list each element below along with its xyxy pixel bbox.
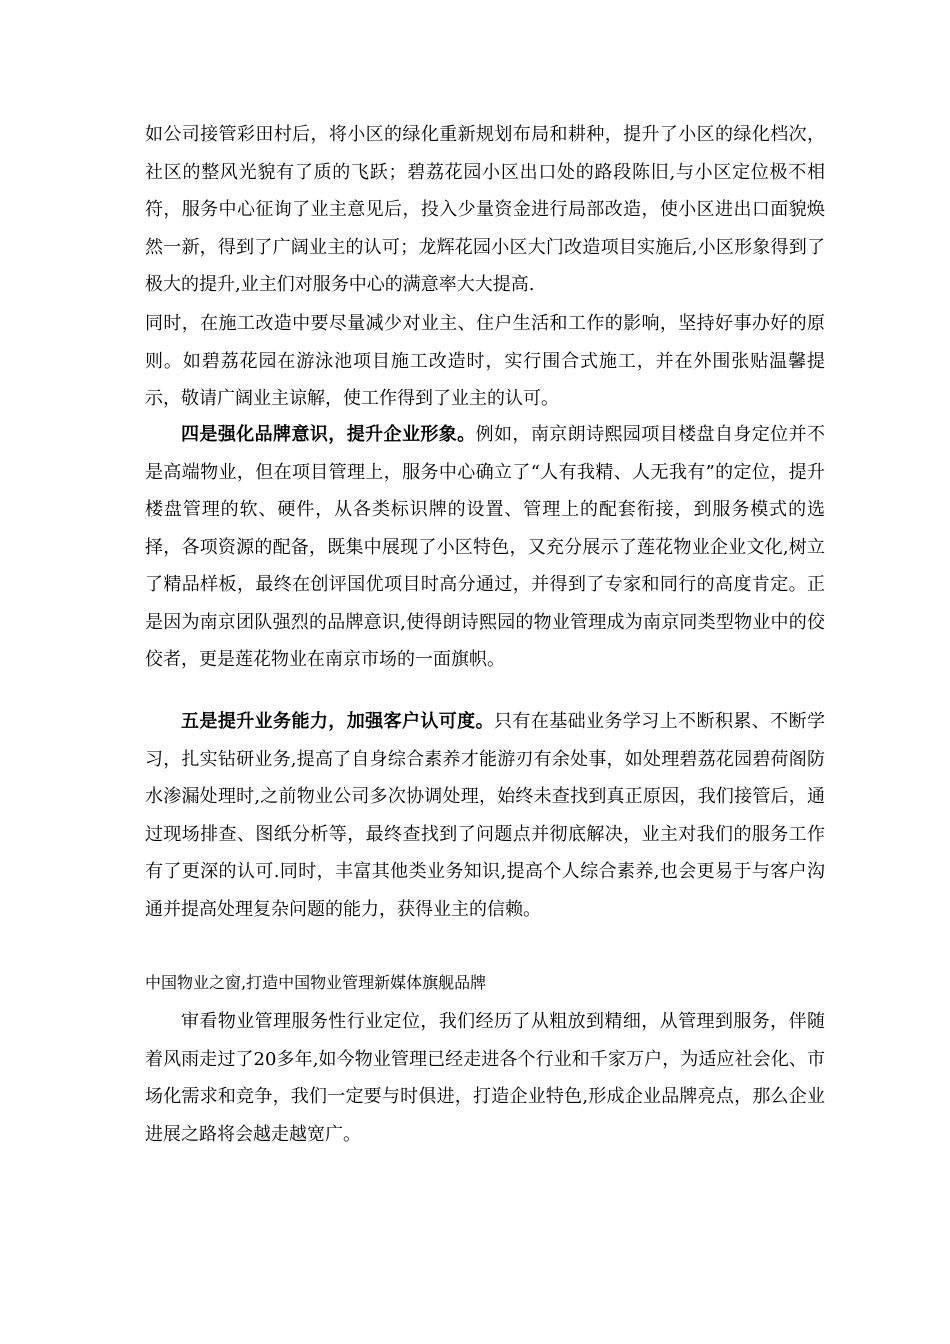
paragraph-brand [145, 416, 825, 679]
paragraph-text: 中国物业之窗,打造中国物业管理新媒体旗舰品牌 [145, 973, 487, 992]
paragraph-heading: 四是强化品牌意识，提升企业形象。 [181, 424, 476, 445]
paragraph-text: 同时，在施工改造中要尽量减少对业主、住户生活和工作的影响，坚持好事办好的原则。如碧荔花园在游泳池项目施工改造时，实行围合式施工，并在外围张贴温馨提示，敬请广阔业主谅解，使工作得到了业主的认可。 [145, 313, 825, 409]
paragraph-text: 如公司接管彩田村后，将小区的绿化重新规划布局和耕种，提升了小区的绿化档次，社区的整风光貌有了质的飞跃；碧荔花园小区出口处的路段陈旧,与小区定位极不相符，服务中心征询了业主意见后，投入少量资金进行局部改造，使小区进出口面貌焕然一新，得到了广阔业主的认可；龙辉花园小区大门改造项目实施后,小区形象得到了极大的提升,业主们对服务中心的满意率大大提高. [145, 124, 825, 295]
paragraph-heading: 五是提升业务能力，加强客户认可度。 [181, 711, 494, 732]
paragraph-conclusion [145, 1003, 825, 1153]
paragraph-text: 例如，南京朗诗熙园项目楼盘自身定位并不是高端物业，但在项目管理上，服务中心确立了“人有我精、人无我有”的定位，提升楼盘管理的软、硬件，从各类标识牌的设置、管理上的配套衔接，到服务模式的选择，各项资源的配备，既集中展现了小区特色，又充分展示了莲花物业企业文化,树立了精品样板，最终在创评国优项目时高分通过，并得到了专家和同行的高度肯定。正是因为南京团队强烈的品牌意识,使得朗诗熙园的物业管理成为南京同类型物业中的佼佼者，更是莲花物业在南京市场的一面旗帜。 [145, 424, 826, 670]
paragraph-construction [145, 305, 825, 418]
paragraph-greening [145, 116, 825, 304]
paragraph-slogan [145, 964, 825, 1002]
paragraph-text: 审看物业管理服务性行业定位，我们经历了从粗放到精细，从管理到服务，伴随着风雨走过了20多年,如今物业管理已经走进各个行业和千家万户，为适应社会化、市场化需求和竞争，我们一定要与时俱进，打造企业特色,形成企业品牌亮点，那么企业进展之路将会越走越宽广。 [145, 1011, 825, 1145]
paragraph-business [145, 703, 825, 928]
paragraph-text: 只有在基础业务学习上不断积累、不断学习，扎实钻研业务,提高了自身综合素养才能游刃有余处事，如处理碧荔花园碧荷阁防水渗漏处理时,之前物业公司多次协调处理，始终未查找到真正原因，我们接管后，通过现场排查、图纸分析等，最终查找到了问题点并彻底解决，业主对我们的服务工作有了更深的认可.同时，丰富其他类业务知识,提高个人综合素养,也会更易于与客户沟通并提高处理复杂问题的能力，获得业主的信赖。 [145, 711, 825, 920]
